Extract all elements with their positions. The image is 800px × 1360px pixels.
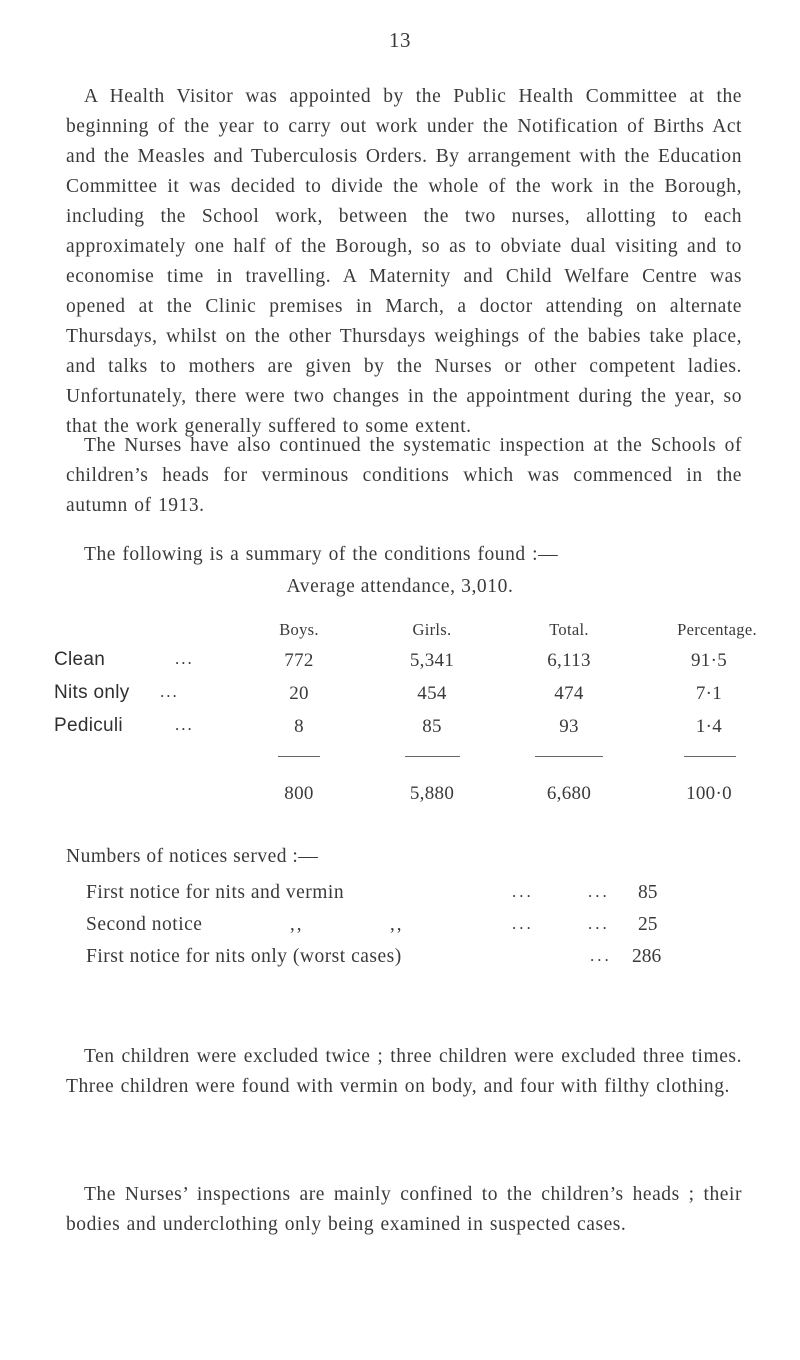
cell-nits-boys: 20 bbox=[289, 683, 309, 704]
notice-value-second: 25 bbox=[638, 914, 658, 935]
notice-label-third: First notice for nits only (worst cases) bbox=[86, 946, 402, 967]
notice-leader-dots: ... bbox=[590, 946, 612, 965]
cell-pediculi-total: 93 bbox=[559, 716, 579, 737]
row-leader-dots: ... bbox=[160, 682, 179, 701]
notice-label-first: First notice for nits and vermin bbox=[86, 882, 345, 903]
cell-clean-girls: 5,341 bbox=[409, 650, 455, 671]
cell-nits-girls: 454 bbox=[417, 683, 447, 704]
cell-clean-boys: 772 bbox=[284, 650, 314, 671]
cell-total-percentage: 100·0 bbox=[686, 783, 732, 804]
cell-total-total: 6,680 bbox=[546, 783, 592, 804]
sum-rule bbox=[684, 756, 736, 757]
row-leader-dots: ... bbox=[175, 715, 194, 734]
header-boys: Boys. bbox=[279, 620, 319, 639]
notice-leader-dots: ... bbox=[512, 914, 534, 933]
paragraph-health-visitor: A Health Visitor was appointed by the Public Health Committee at the beginning of the year to carry out work under the Notification of Births Act and the Measles and Tuberculosis Orders. By arrangement with the Education Committee it was decided to divide the whole of the work in the Borough, including the School work, between the two nurses, allotting to each approximately one half of the Borough, so as to obviate dual visiting and to economise time in travelling. A Maternity and Child Welfare Centre was opened at the Clinic premises in March, a doctor attending on alternate Thursdays, whilst on the other Thursdays weighings of the babies take place, and talks to mothers are given by the Nurses or other competent ladies. Unfortunately, there were two changes in the appointment during the year, so that the work generally suffered to some extent. bbox=[66, 86, 742, 437]
notices-heading: Numbers of notices served :— bbox=[66, 846, 319, 867]
row-leader-dots: ... bbox=[175, 649, 194, 668]
cell-clean-percentage: 91·5 bbox=[690, 650, 728, 671]
header-total: Total. bbox=[549, 620, 589, 639]
cell-total-girls: 5,880 bbox=[409, 783, 455, 804]
paragraph-inspection-scope: The Nurses’ inspections are mainly confined to the children’s heads ; their bodies and underclothing only being examined in suspected cases. bbox=[66, 1184, 742, 1235]
cell-clean-total: 6,113 bbox=[547, 650, 591, 671]
notice-leader-dots: ... bbox=[512, 882, 534, 901]
sum-rule bbox=[535, 756, 603, 757]
table-caption: Average attendance, 3,010. bbox=[286, 576, 514, 597]
sum-rule bbox=[278, 756, 320, 757]
notice-value-first: 85 bbox=[638, 882, 658, 903]
ditto-mark: ,, bbox=[290, 914, 304, 935]
cell-nits-percentage: 7·1 bbox=[695, 683, 723, 704]
ditto-mark: ,, bbox=[390, 914, 404, 935]
notice-leader-dots: ... bbox=[588, 914, 610, 933]
page-number: 13 bbox=[389, 28, 411, 52]
notice-value-third: 286 bbox=[632, 946, 662, 967]
row-label-nits-only: Nits only bbox=[54, 682, 130, 703]
cell-nits-total: 474 bbox=[554, 683, 584, 704]
header-percentage: Percentage. bbox=[677, 620, 757, 639]
row-label-clean: Clean bbox=[54, 649, 106, 670]
notice-leader-dots: ... bbox=[588, 882, 610, 901]
cell-total-boys: 800 bbox=[284, 783, 314, 804]
notice-label-second: Second notice bbox=[86, 914, 203, 935]
cell-pediculi-girls: 85 bbox=[422, 716, 442, 737]
paragraph-summary-intro: The following is a summary of the conditions found :— bbox=[84, 544, 559, 565]
paragraph-systematic-inspection: The Nurses have also continued the systematic inspection at the Schools of children’s heads for verminous conditions which was commenced in the autumn of 1913. bbox=[66, 435, 742, 516]
cell-pediculi-percentage: 1·4 bbox=[695, 716, 723, 737]
paragraph-exclusions: Ten children were excluded twice ; three children were excluded three times. Three children were found with vermin on body, and four with filthy clothing. bbox=[66, 1046, 742, 1097]
cell-pediculi-boys: 8 bbox=[294, 716, 304, 737]
row-label-pediculi: Pediculi bbox=[54, 715, 123, 736]
header-girls: Girls. bbox=[412, 620, 452, 639]
sum-rule bbox=[405, 756, 460, 757]
